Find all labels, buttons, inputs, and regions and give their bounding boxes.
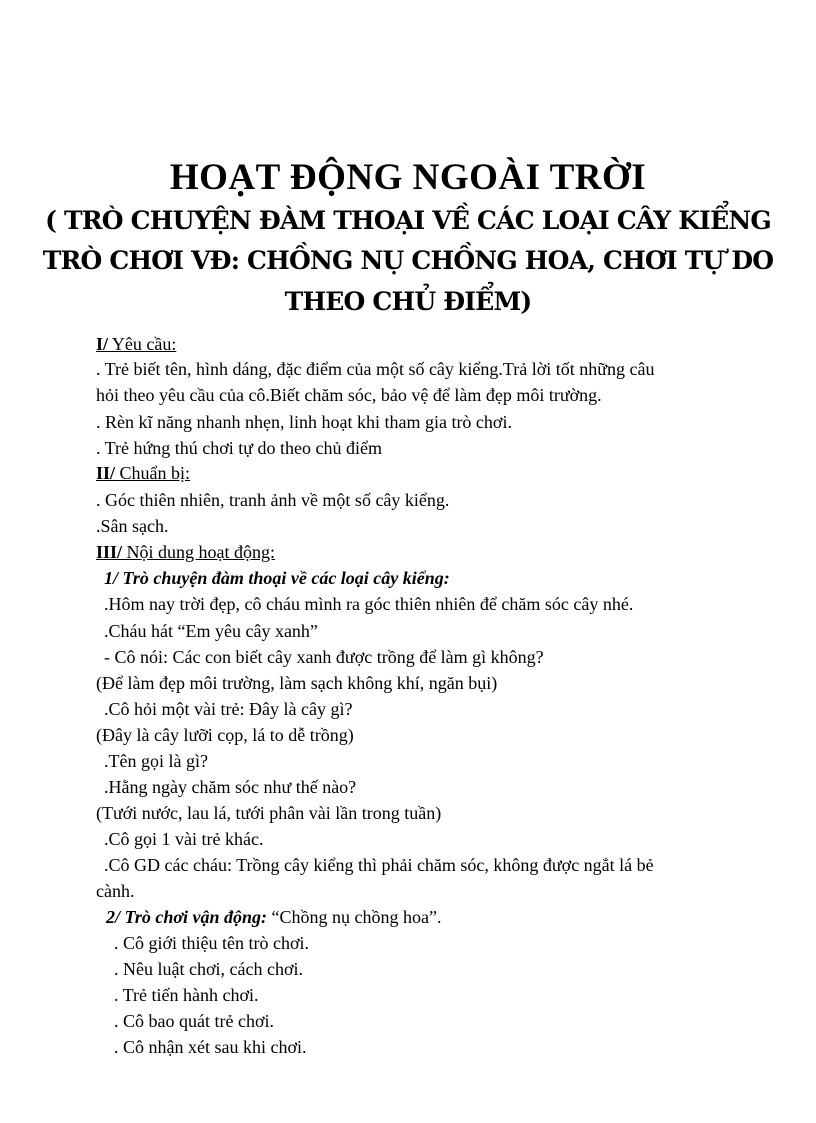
activity-1-line: (Đây là cây lưỡi cọp, lá to dễ trồng)	[96, 725, 354, 745]
activity-2-title: 2/ Trò chơi vận động:	[106, 907, 267, 927]
section-heading-preparation	[96, 462, 190, 484]
activity-2-line: . Trẻ tiến hành chơi.	[114, 985, 259, 1005]
section-title: Chuẩn bị:	[115, 463, 191, 483]
activity-2-title-row	[106, 906, 441, 928]
activity-2-line: . Cô bao quát trẻ chơi.	[114, 1011, 274, 1031]
activity-2-game-name: “Chồng nụ chồng hoa”.	[267, 907, 442, 927]
section-heading-requirements	[96, 333, 176, 355]
requirement-line: . Trẻ biết tên, hình dáng, đặc điểm của một số cây kiểng.Trả lời tốt những câu	[96, 359, 655, 379]
activity-1-title: 1/ Trò chuyện đàm thoại về các loại cây kiểng:	[104, 568, 450, 588]
requirement-line: . Trẻ hứng thú chơi tự do theo chủ điểm	[96, 438, 383, 458]
preparation-line: . Góc thiên nhiên, tranh ảnh về một số cây kiểng.	[96, 490, 450, 510]
activity-1-line: .Hằng ngày chăm sóc như thế nào?	[104, 777, 357, 797]
activity-2-line: . Nêu luật chơi, cách chơi.	[114, 959, 303, 979]
subtitle-line-1: ( TRÒ CHUYỆN ĐÀM THOẠI VỀ CÁC LOẠI CÂY KIỂNG	[45, 206, 771, 235]
activity-1-line: (Để làm đẹp môi trường, làm sạch không khí, ngăn bụi)	[96, 673, 498, 693]
activity-1-line: .Cô gọi 1 vài trẻ khác.	[104, 829, 264, 849]
activity-1-line: - Cô nói: Các con biết cây xanh được trồng để làm gì không?	[104, 647, 544, 667]
activity-1-line: (Tưới nước, lau lá, tưới phân vài lần trong tuần)	[96, 803, 442, 823]
subtitle-line-2: TRÒ CHƠI VĐ: CHỒNG NỤ CHỒNG HOA, CHƠI TỰ DO	[42, 246, 774, 275]
requirement-line: hỏi theo yêu cầu của cô.Biết chăm sóc, bảo vệ để làm đẹp môi trường.	[96, 385, 602, 405]
activity-1-line: .Hôm nay trời đẹp, cô cháu mình ra góc thiên nhiên để chăm sóc cây nhé.	[104, 594, 634, 614]
activity-1-line: .Tên gọi là gì?	[104, 751, 208, 771]
page-title: HOẠT ĐỘNG NGOÀI TRỜI	[169, 157, 647, 198]
section-number: I/	[96, 334, 109, 354]
activity-2-line: . Cô giới thiệu tên trò chơi.	[114, 933, 310, 953]
activity-2-line: . Cô nhận xét sau khi chơi.	[114, 1037, 307, 1057]
section-heading-activities	[96, 541, 275, 563]
activity-1-line: .Cháu hát “Em yêu cây xanh”	[104, 621, 318, 641]
preparation-line: .Sân sạch.	[96, 516, 169, 536]
activity-1-line: .Cô hỏi một vài trẻ: Đây là cây gì?	[104, 699, 353, 719]
subtitle-line-3: THEO CHỦ ĐIỂM)	[284, 287, 532, 316]
section-number: II/	[96, 463, 116, 483]
activity-1-line: .Cô GD các cháu: Trồng cây kiểng thì phải chăm sóc, không được ngắt lá bẻ	[104, 855, 654, 875]
section-title: Yêu cầu:	[108, 334, 177, 354]
section-title: Nội dung hoạt động:	[122, 542, 276, 562]
section-number: III/	[96, 542, 123, 562]
activity-1-line: cành.	[96, 881, 135, 901]
requirement-line: . Rèn kĩ năng nhanh nhẹn, linh hoạt khi tham gia trò chơi.	[96, 412, 512, 432]
